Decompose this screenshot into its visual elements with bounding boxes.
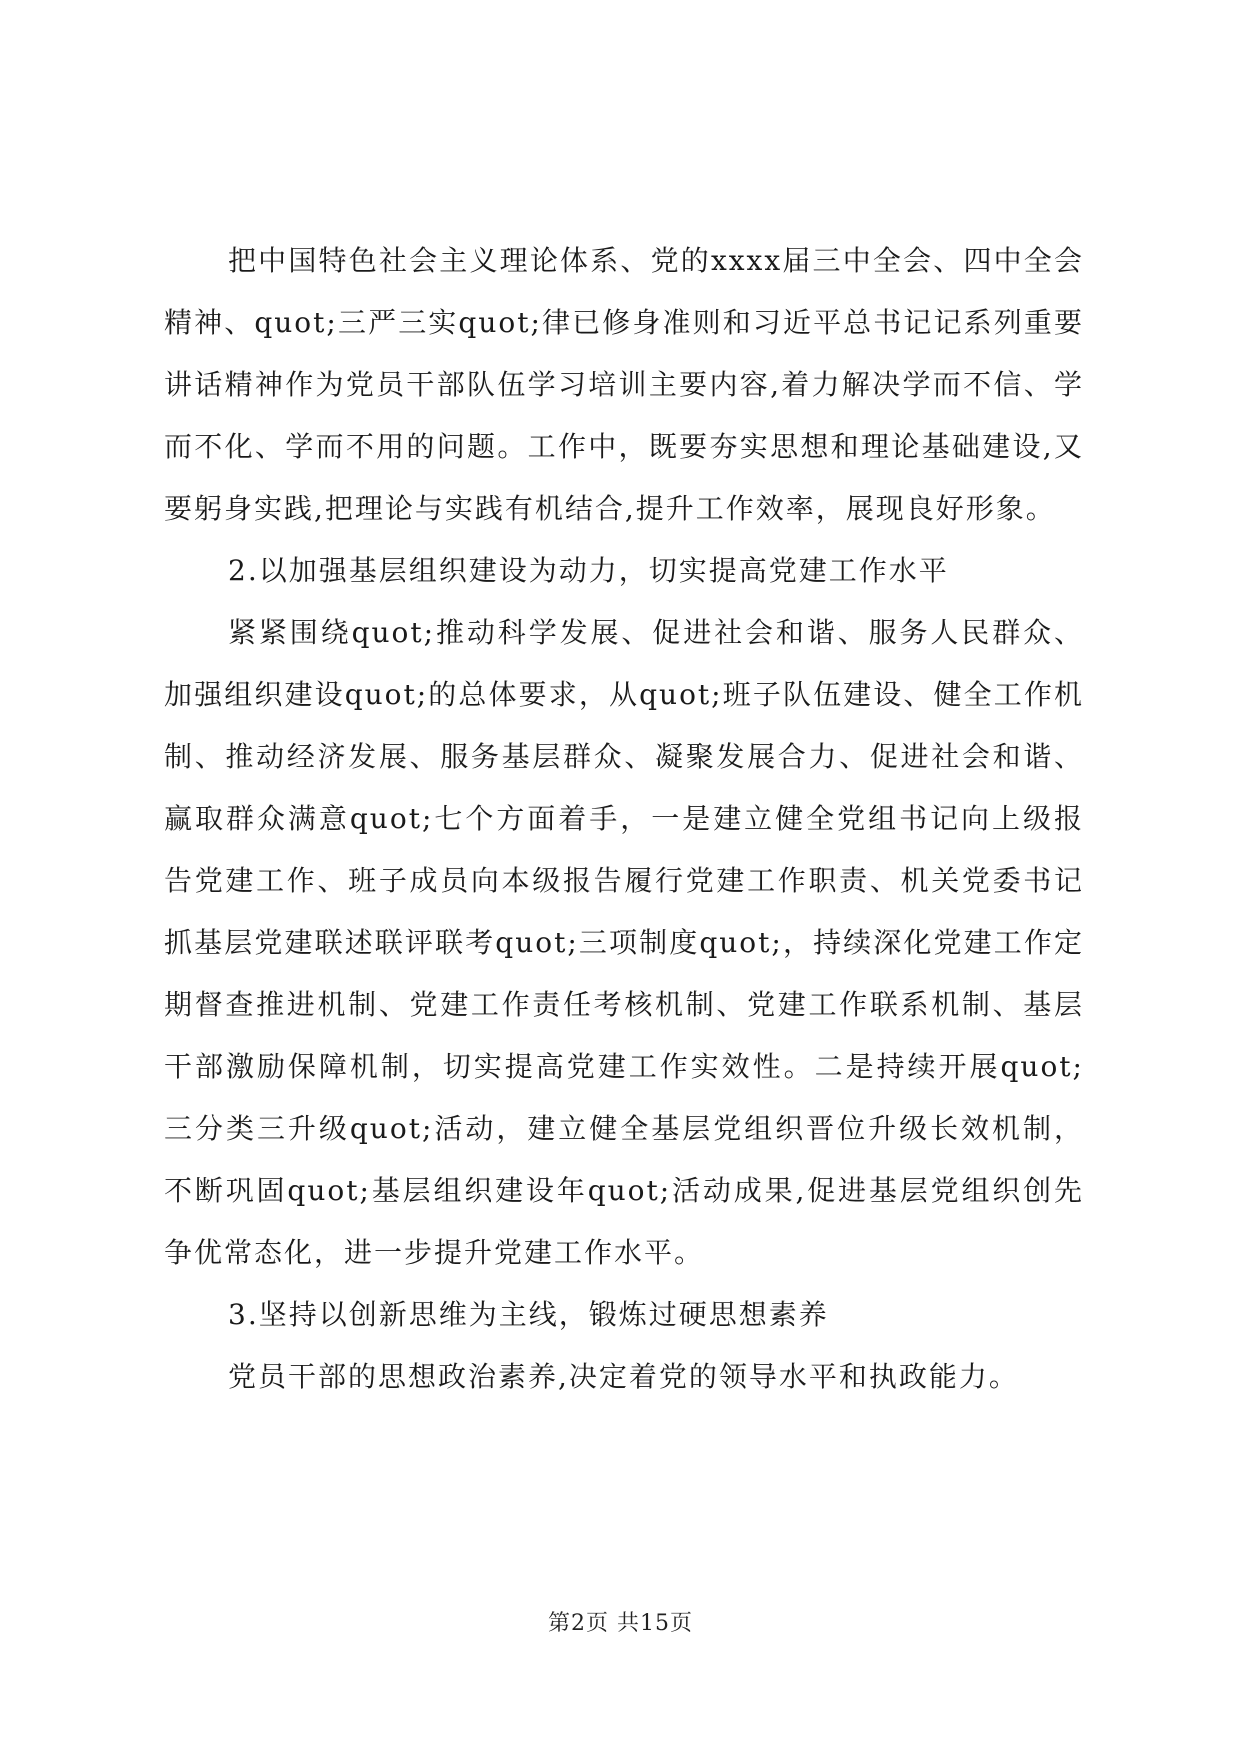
paragraph: 把中国特色社会主义理论体系、党的xxxx届三中全会、四中全会精神、quot;三严三实quot;律已修身准则和习近平总书记记系列重要讲话精神作为党员干部队伍学习培训主要内容,着力解决学而不信、学而不化、学而不用的问题。工作中，既要夯实思想和理论基础建设,又要躬身实践,把理论与实践有机结合,提升工作效率，展现良好形象。: [164, 244, 1084, 525]
paragraph: 紧紧围绕quot;推动科学发展、促进社会和谐、服务人民群众、加强组织建设quot;的总体要求，从quot;班子队伍建设、健全工作机制、推动经济发展、服务基层群众、凝聚发展合力、促进社会和谐、赢取群众满意quot;七个方面着手，一是建立健全党组书记向上级报告党建工作、班子成员向本级报告履行党建工作职责、机关党委书记抓基层党建联述联评联考quot;三项制度quot;，持续深化党建工作定期督查推进机制、党建工作责任考核机制、党建工作联系机制、基层干部激励保障机制，切实提高党建工作实效性。二是持续开展quot;三分类三升级quot;活动，建立健全基层党组织晋位升级长效机制，不断巩固quot;基层组织建设年quot;活动成果,促进基层党组织创先争优常态化，进一步提升党建工作水平。: [164, 616, 1084, 1269]
paragraph: 党员干部的思想政治素养,决定着党的领导水平和执政能力。: [228, 1360, 1019, 1393]
page-number-footer: 第2页 共15页: [548, 1611, 693, 1636]
section-heading: 2.以加强基层组织建设为动力，切实提高党建工作水平: [228, 554, 949, 587]
document-body: [164, 230, 1084, 1408]
section-heading: 3.坚持以创新思维为主线，锻炼过硬思想素养: [228, 1298, 829, 1331]
